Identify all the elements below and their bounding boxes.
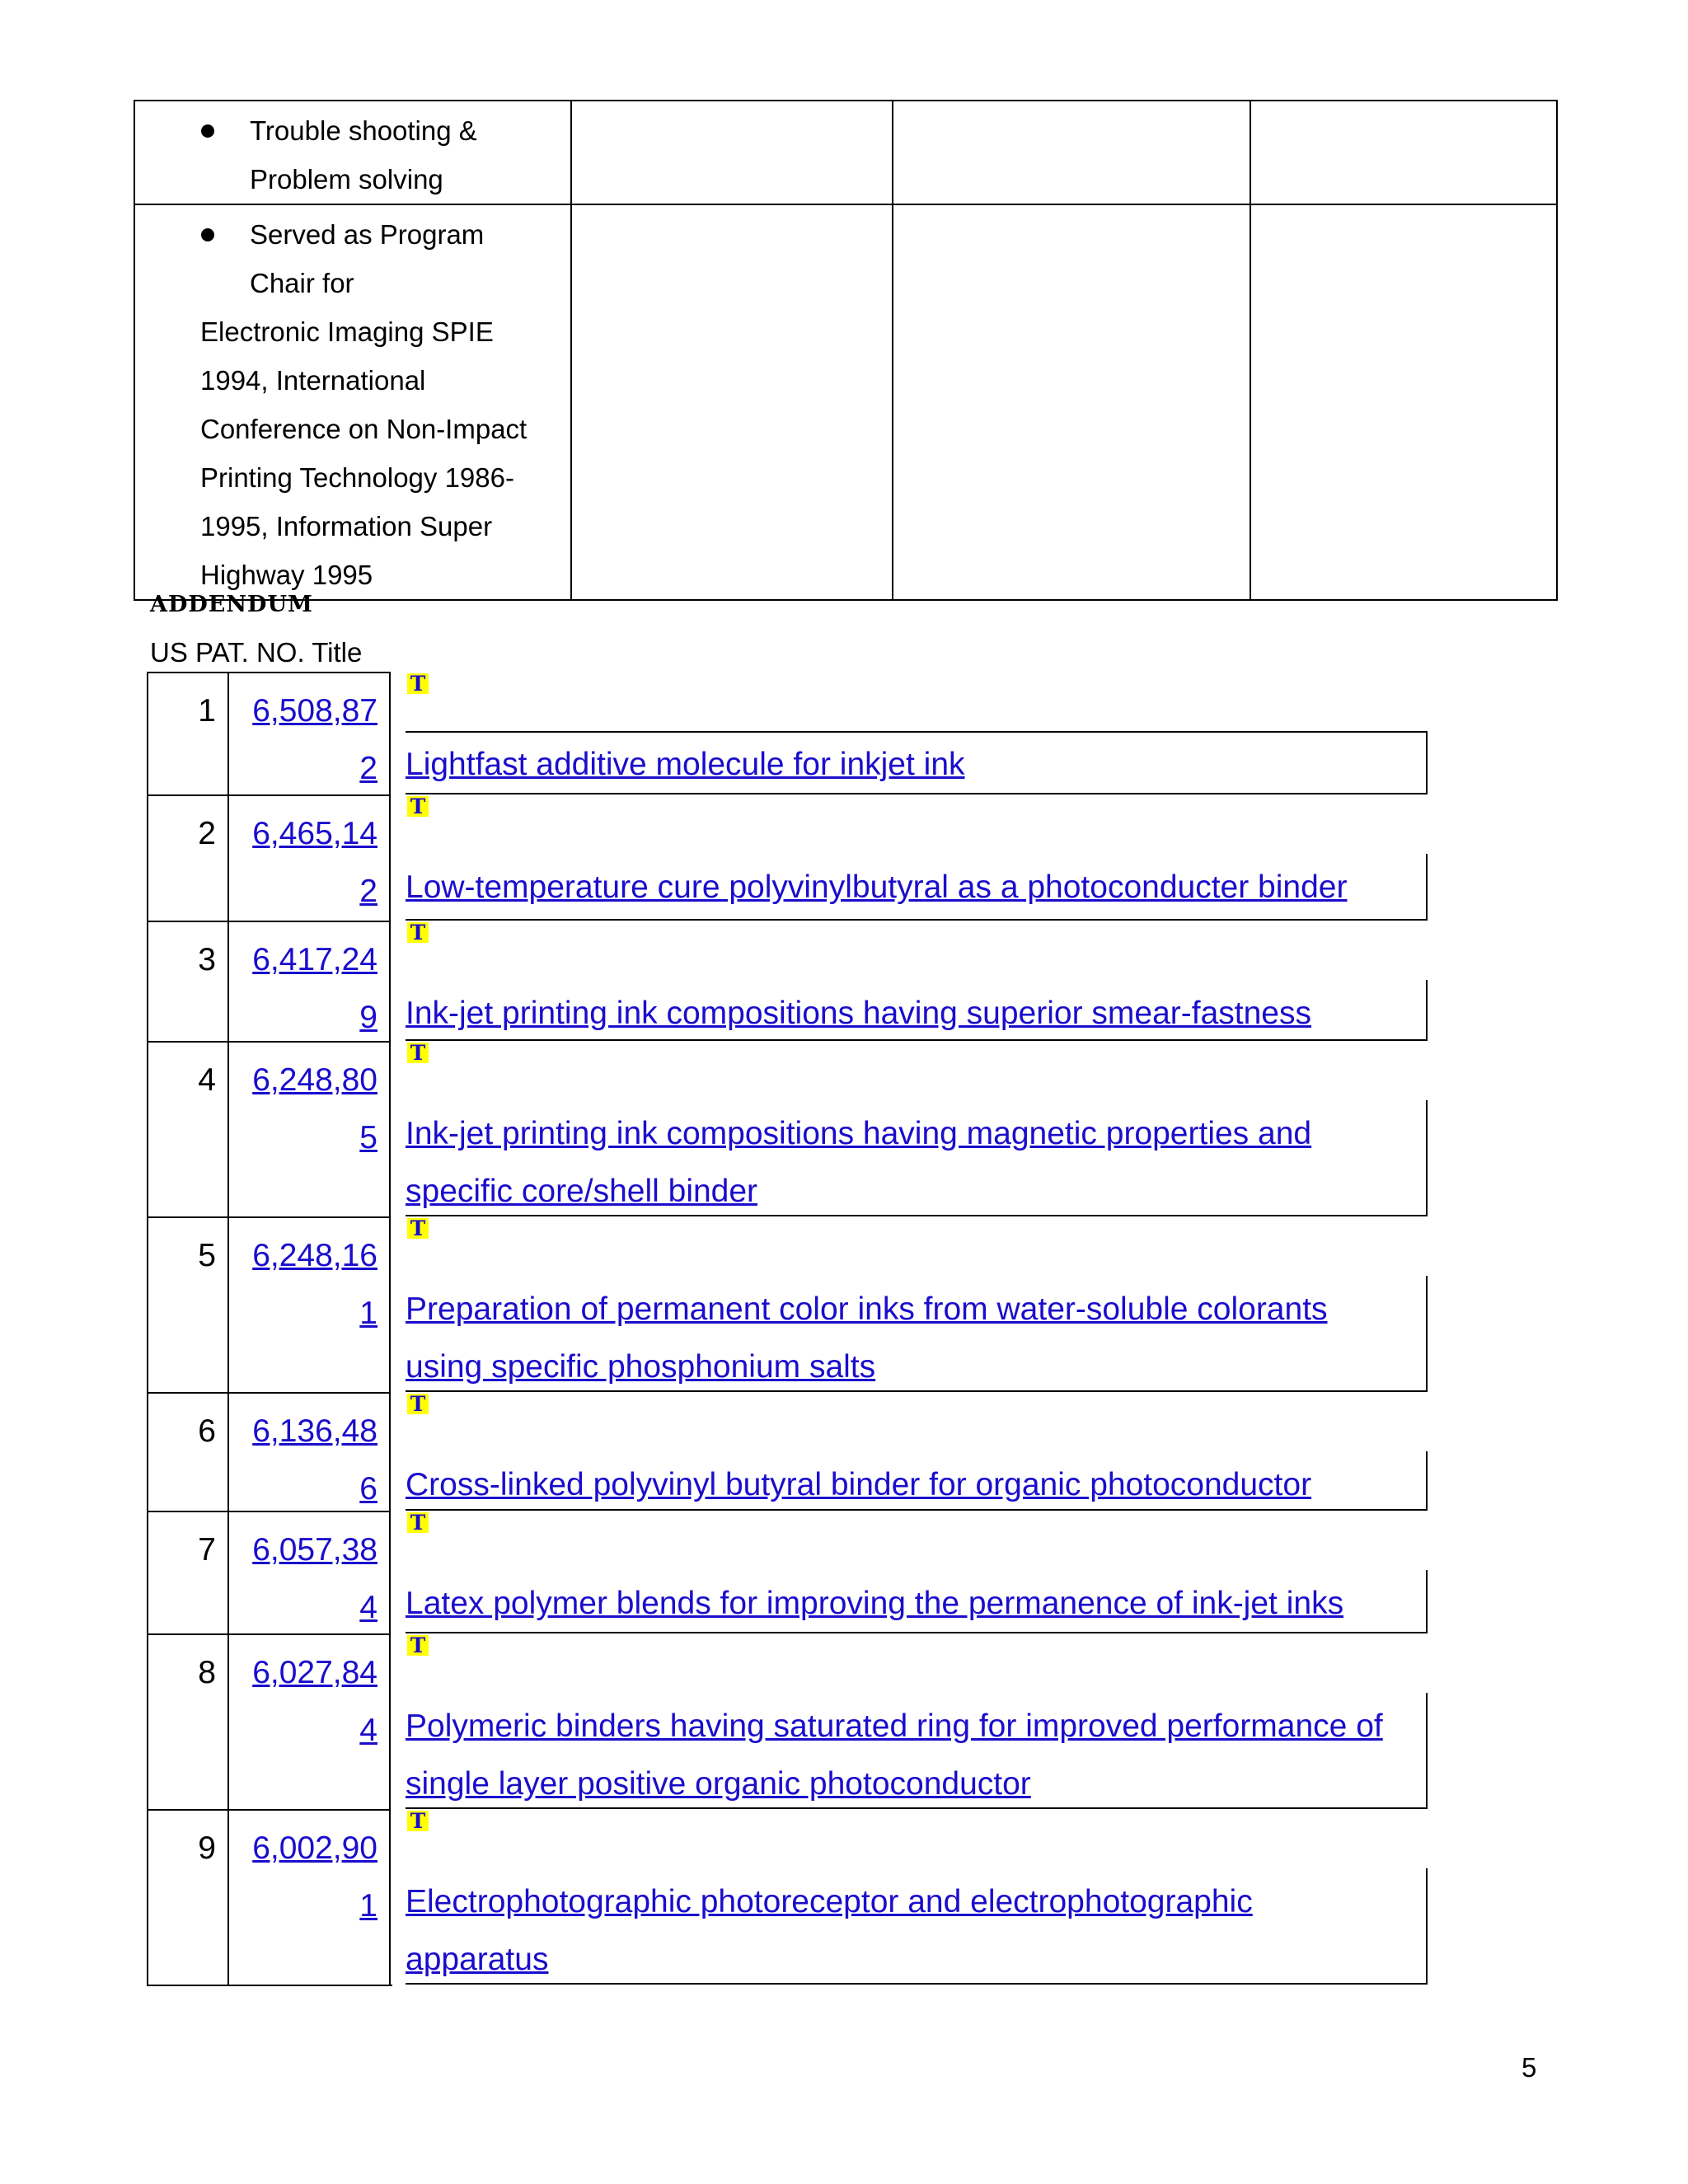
index-cell	[147, 1633, 227, 1809]
index-cell	[147, 672, 227, 794]
bullet-text: Served as Program	[250, 219, 485, 250]
text-marker-icon: T	[407, 1512, 429, 1533]
patent-number-cell	[227, 794, 391, 921]
patent-number-link-continued[interactable]: 1	[359, 1296, 377, 1331]
table-cell	[893, 204, 1250, 600]
patent-title-link[interactable]	[406, 1873, 1428, 1989]
patent-title-line[interactable]: Preparation of permanent color inks from water-soluble colorants	[406, 1291, 1328, 1327]
cell-line: Highway 1995	[200, 560, 373, 590]
index-cell	[147, 1809, 227, 1985]
patent-title-line[interactable]: Polymeric binders having saturated ring for improved performance of	[406, 1708, 1383, 1744]
patent-title-link[interactable]	[406, 1698, 1428, 1813]
patent-number-cell	[227, 921, 391, 1041]
row-index: 2	[198, 816, 216, 851]
text-marker-icon: T	[407, 922, 429, 943]
patent-number-cell	[227, 1633, 391, 1809]
patent-number-cell	[227, 672, 391, 794]
patent-title-line[interactable]: Low-temperature cure polyvinylbutyral as a photoconducter binder	[406, 869, 1348, 905]
patent-number-link[interactable]: 6,465,14	[252, 816, 377, 851]
patent-title-line[interactable]: Lightfast additive molecule for inkjet ink	[406, 747, 965, 782]
index-cell	[147, 1392, 227, 1511]
cell-line: Electronic Imaging SPIE	[200, 316, 494, 347]
patent-title-link[interactable]	[406, 1105, 1428, 1221]
text-marker-icon: T	[407, 1218, 429, 1239]
table-cell	[893, 101, 1250, 204]
row-index: 8	[198, 1655, 216, 1690]
row-index: 3	[198, 942, 216, 977]
index-cell	[147, 794, 227, 921]
patent-number-link[interactable]: 6,508,87	[252, 693, 377, 729]
table-cell	[134, 204, 571, 600]
bullet-text: Trouble shooting &	[250, 115, 477, 146]
index-cell	[147, 1041, 227, 1216]
cell-line: Printing Technology 1986-	[200, 462, 514, 493]
patent-title-link[interactable]	[406, 736, 1428, 794]
cell-line: 1995, Information Super	[200, 511, 493, 541]
patent-number-link[interactable]: 6,417,24	[252, 942, 377, 977]
table-row	[134, 101, 1557, 204]
page-number: 5	[1522, 2052, 1537, 2083]
table-cell	[571, 101, 893, 204]
patent-number-link-continued[interactable]: 5	[359, 1120, 377, 1155]
patent-title-link[interactable]	[406, 1281, 1428, 1396]
table-cell	[571, 204, 893, 600]
table-cell	[1250, 101, 1557, 204]
patent-title-link[interactable]	[406, 985, 1428, 1043]
patent-number-cell	[227, 1809, 391, 1985]
patent-number-link-continued[interactable]: 4	[359, 1713, 377, 1748]
patent-title-line[interactable]: single layer positive organic photoconductor	[406, 1766, 1031, 1802]
table-row	[134, 204, 1557, 600]
patent-title-line[interactable]: Ink-jet printing ink compositions having superior smear-fastness	[406, 996, 1311, 1031]
patent-title-link[interactable]	[406, 859, 1428, 916]
text-marker-icon: T	[407, 673, 429, 694]
patent-number-cell	[227, 1041, 391, 1216]
patent-number-link[interactable]: 6,027,84	[252, 1655, 377, 1690]
patent-number-link[interactable]: 6,248,16	[252, 1238, 377, 1273]
cell-line: 1994, International	[200, 365, 426, 396]
patent-number-link-continued[interactable]: 6	[359, 1471, 377, 1507]
patent-title-line[interactable]: Electrophotographic photoreceptor and electrophotographic	[406, 1884, 1253, 1919]
patent-number-cell	[227, 1392, 391, 1511]
patent-number-link-continued[interactable]: 2	[359, 751, 377, 786]
index-cell	[147, 1511, 227, 1633]
addendum-heading: ADDENDUM	[150, 592, 313, 617]
patent-number-link[interactable]: 6,248,80	[252, 1062, 377, 1098]
patent-title-line[interactable]: Latex polymer blends for improving the permanence of ink-jet inks	[406, 1586, 1344, 1621]
index-cell	[147, 921, 227, 1041]
row-index: 1	[198, 693, 216, 729]
bullet-icon	[201, 124, 214, 138]
table-cell	[134, 101, 571, 204]
table-bottom-border	[147, 1985, 392, 1986]
bullet-continuation: Problem solving	[250, 164, 443, 194]
row-index: 7	[198, 1532, 216, 1568]
patent-number-cell	[227, 1511, 391, 1633]
patent-number-link-continued[interactable]: 9	[359, 1000, 377, 1035]
bullet-item	[135, 210, 570, 259]
text-marker-icon: T	[407, 796, 429, 817]
row-index: 6	[198, 1413, 216, 1449]
text-marker-icon: T	[407, 1635, 429, 1656]
experience-table	[134, 100, 1558, 601]
patent-title-link[interactable]	[406, 1575, 1428, 1633]
cell-line: Conference on Non-Impact	[200, 414, 528, 444]
bullet-item	[135, 106, 570, 155]
patent-title-line[interactable]: using specific phosphonium salts	[406, 1349, 876, 1385]
patent-number-link[interactable]: 6,136,48	[252, 1413, 377, 1449]
bullet-icon	[201, 228, 214, 241]
patent-number-link-continued[interactable]: 2	[359, 874, 377, 909]
text-marker-icon: T	[407, 1811, 429, 1831]
row-index: 9	[198, 1830, 216, 1866]
patent-number-link[interactable]: 6,002,90	[252, 1830, 377, 1866]
title-cell-top-border	[406, 731, 1428, 733]
patent-title-link[interactable]	[406, 1456, 1428, 1514]
column-header: US PAT. NO. Title	[150, 637, 363, 668]
row-index: 5	[198, 1238, 216, 1273]
index-cell	[147, 1216, 227, 1392]
patent-title-line[interactable]: apparatus	[406, 1942, 549, 1977]
patent-number-link[interactable]: 6,057,38	[252, 1532, 377, 1568]
bullet-continuation: Chair for	[250, 268, 354, 298]
patent-title-line[interactable]: Cross-linked polyvinyl butyral binder for organic photoconductor	[406, 1467, 1312, 1502]
table-cell	[1250, 204, 1557, 600]
text-marker-icon: T	[407, 1043, 429, 1063]
text-marker-icon: T	[407, 1394, 429, 1414]
row-index: 4	[198, 1062, 216, 1098]
patent-number-cell	[227, 1216, 391, 1392]
patent-title-line[interactable]: Ink-jet printing ink compositions having magnetic properties and	[406, 1116, 1312, 1151]
patent-number-link-continued[interactable]: 4	[359, 1590, 377, 1625]
patent-title-line[interactable]: specific core/shell binder	[406, 1174, 758, 1209]
patent-number-link-continued[interactable]: 1	[359, 1888, 377, 1924]
